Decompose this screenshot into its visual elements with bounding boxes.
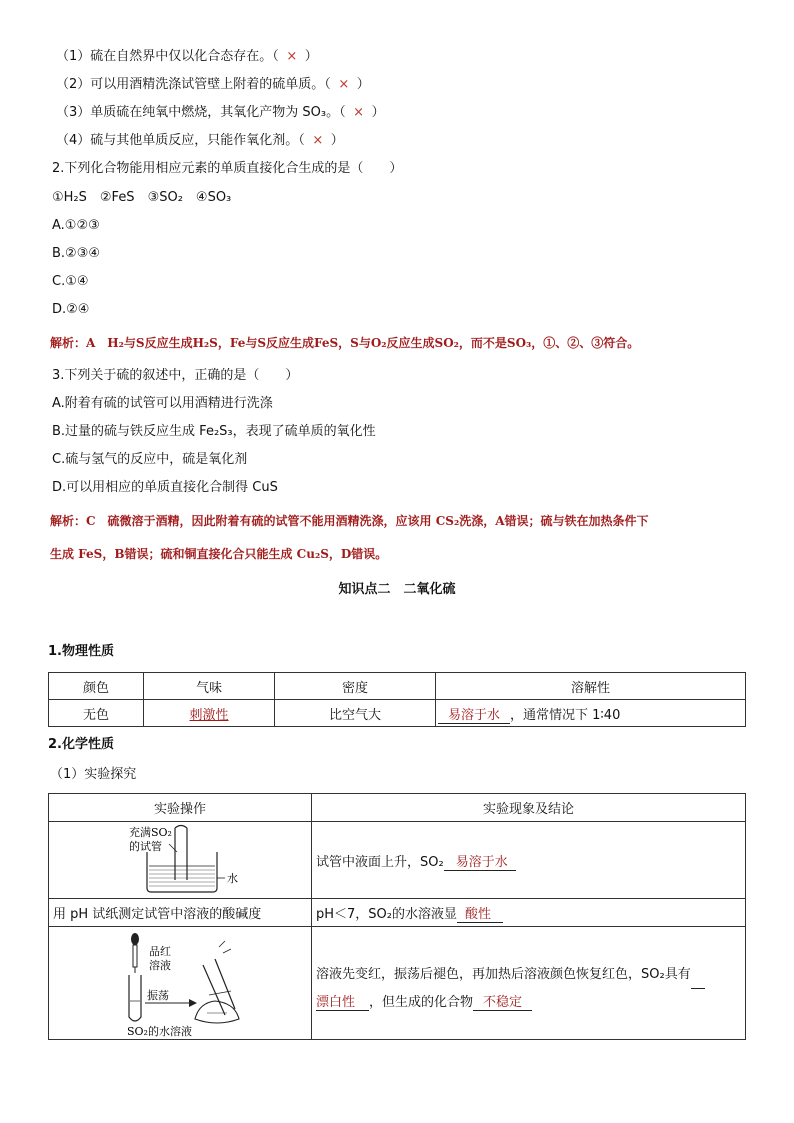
cell-density: 比空气大 — [275, 700, 436, 727]
label-so2-solution: SO₂的水溶液 — [127, 1025, 192, 1038]
label-test-tube: 的试管 — [129, 840, 162, 853]
judge-item-4: （4）硫与其他单质反应，只能作氧化剂。（ × ） — [56, 133, 344, 148]
label-sealed-tube: 充满SO₂ — [129, 826, 172, 839]
q3-option-c: C.硫与氢气的反应中，硫是氧化剂 — [52, 452, 248, 467]
label-solution: 溶液 — [149, 959, 171, 972]
label-pinkred: 品红 — [149, 945, 171, 958]
cell-smell: 刺激性 — [144, 700, 275, 727]
q3-answer-line1: 解析：C 硫微溶于酒精，因此附着有硫的试管不能用酒精洗涤，应该用 CS₂洗涤，A错误；硫与铁在加热条件下 — [50, 514, 649, 528]
test-tube-water-diagram — [49, 822, 303, 898]
header-density: 密度 — [275, 673, 436, 700]
q2-option-a: A.①②③ — [52, 218, 100, 233]
q3-stem: 3.下列关于硫的叙述中，正确的是（ ） — [52, 368, 299, 383]
q3-option-b: B.过量的硫与铁反应生成 Fe₂S₃，表现了硫单质的氧化性 — [52, 424, 376, 439]
q3-option-d: D.可以用相应的单质直接化合制得 CuS — [52, 480, 278, 495]
cross-mark: × — [338, 77, 350, 92]
header-solubility: 溶解性 — [436, 673, 746, 700]
cell-solubility: 易溶于水 ，通常情况下 1∶40 — [436, 700, 746, 727]
chemical-sub: （1）实验探究 — [50, 767, 137, 782]
header-color: 颜色 — [49, 673, 144, 700]
judge-item-1: （1）硫在自然界中仅以化合态存在。（ × ） — [56, 49, 318, 64]
cross-mark: × — [353, 105, 365, 120]
q2-option-b: B.②③④ — [52, 246, 101, 261]
cell-color: 无色 — [49, 700, 144, 727]
cross-mark: × — [312, 133, 324, 148]
q3-option-a: A.附着有硫的试管可以用酒精进行洗涤 — [52, 396, 273, 411]
dropper-tube-diagram — [49, 927, 303, 1039]
header-smell: 气味 — [144, 673, 275, 700]
op-cell-3 — [49, 927, 312, 1040]
q2-items: ①H₂S ②FeS ③SO₂ ④SO₃ — [52, 190, 232, 205]
header-operation: 实验操作 — [49, 794, 312, 822]
op-cell-2: 用 pH 试纸测定试管中溶液的酸碱度 — [49, 899, 312, 927]
q2-answer: 解析：A H₂与S反应生成H₂S，Fe与S反应生成FeS，S与O₂反应生成SO₂，而不是SO₃，①、②、③符合。 — [50, 336, 640, 350]
q2-option-d: D.②④ — [52, 302, 90, 317]
chemical-heading: 2.化学性质 — [48, 737, 114, 752]
result-cell-2: pH＜7，SO₂的水溶液显 酸性 — [312, 899, 746, 927]
physical-table — [48, 672, 746, 727]
label-water: 水 — [227, 872, 238, 885]
label-shake: 振荡 — [147, 989, 169, 1002]
section-title: 知识点二 二氧化硫 — [338, 582, 456, 597]
q2-stem: 2.下列化合物能用相应元素的单质直接化合生成的是（ ） — [52, 161, 403, 176]
physical-heading: 1.物理性质 — [48, 644, 114, 659]
q2-option-c: C.①④ — [52, 274, 89, 289]
q3-answer-line2: 生成 FeS，B错误；硫和铜直接化合只能生成 Cu₂S，D错误。 — [50, 547, 388, 561]
judge-item-2: （2）可以用酒精洗涤试管壁上附着的硫单质。（ × ） — [56, 77, 370, 92]
result-cell-3: 溶液先变红，振荡后褪色，再加热后溶液颜色恢复红色，SO₂具有 漂白性 ，但生成的化合物 不稳定 — [312, 927, 746, 1040]
cross-mark: × — [286, 49, 298, 64]
judge-item-3: （3）单质硫在纯氧中燃烧，其氧化产物为 SO₃。（ × ） — [56, 105, 385, 120]
header-result: 实验现象及结论 — [312, 794, 746, 822]
result-cell-1: 试管中液面上升，SO₂ 易溶于水 — [312, 822, 746, 899]
experiment-table — [48, 793, 746, 1040]
op-cell-1 — [49, 822, 312, 899]
